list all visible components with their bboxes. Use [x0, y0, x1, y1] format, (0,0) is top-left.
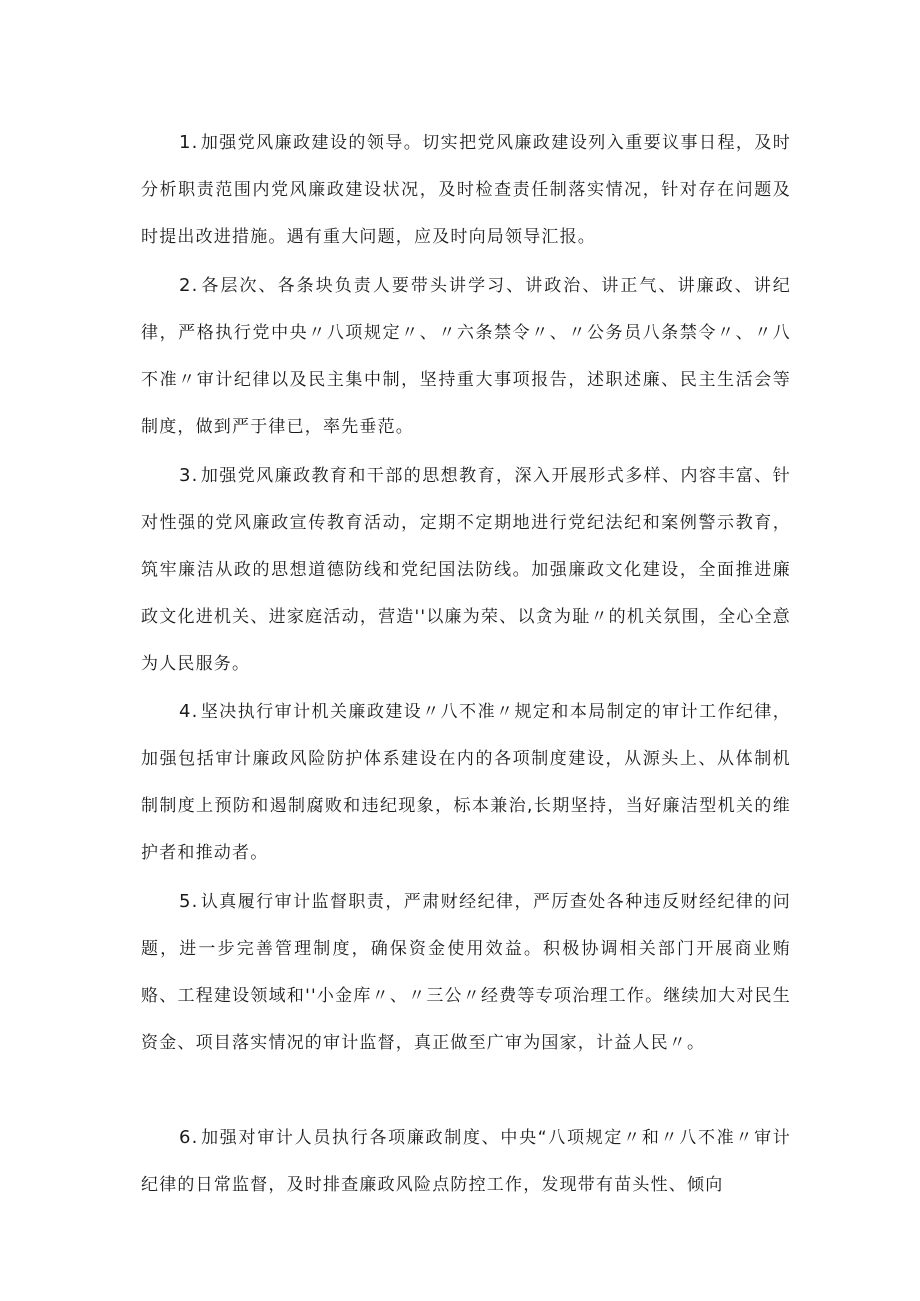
paragraph-text: 加强党风廉政教育和干部的思想教育，深入开展形式多样、内容丰富、针对性强的党风廉政宣传教育活动，定期不定期地进行党纪法纪和案例警示教育，筑牢廉洁从政的思想道德防线和党纪国法防线。加强廉政文化建设，全面推进廉政文化进机关、进家庭活动，营造''以廉为荣、以贪为耻〃的机关氛围，全心全意为人民服务。	[141, 466, 791, 674]
paragraph-text: 各层次、各条块负责人要带头讲学习、讲政治、讲正气、讲廉政、讲纪律，严格执行党中央〃八项规定〃、〃六条禁令〃、〃公务员八条禁令〃、〃八不准〃审计纪律以及民主集中制，坚持重大事项报告，述职述廉、民主生活会等制度，做到严于律已，率先垂范。	[141, 276, 791, 437]
paragraph-2	[141, 262, 791, 451]
paragraph-text: 加强党风廉政建设的领导。切实把党风廉政建设列入重要议事日程，及时分析职责范围内党风廉政建设状况，及时检查责任制落实情况，针对存在问题及时提出改进措施。遇有重大问题，应及时向局领导汇报。	[141, 133, 791, 247]
paragraph-number: 4.	[179, 701, 199, 722]
paragraph-number: 6.	[179, 1127, 199, 1148]
paragraph-number: 3.	[179, 465, 199, 486]
paragraph-4	[141, 688, 791, 877]
paragraph-number: 2.	[179, 275, 199, 296]
paragraph-5	[141, 878, 791, 1067]
paragraph-text: 坚决执行审计机关廉政建设〃八不准〃规定和本局制定的审计工作纪律，加强包括审计廉政风险防护体系建设在内的各项制度建设，从源头上、从体制机制制度上预防和遏制腐败和违纪现象，标本兼治,长期坚持，当好廉洁型机关的维护者和推动者。	[141, 702, 791, 863]
paragraph-text: 认真履行审计监督职责，严肃财经纪律，严厉查处各种违反财经纪律的问题，进一步完善管理制度，确保资金使用效益。积极协调相关部门开展商业贿赂、工程建设领域和''小金库〃、〃三公〃经费等专项治理工作。继续加大对民生资金、项目落实情况的审计监督，真正做至广审为国家，计益人民〃。	[141, 892, 791, 1053]
paragraph-1	[141, 119, 791, 261]
paragraph-text: 加强对审计人员执行各项廉政制度、中央“八项规定〃和〃八不准〃审计纪律的日常监督，及时排查廉政风险点防控工作，发现带有苗头性、倾向	[141, 1128, 791, 1195]
paragraph-6	[141, 1114, 791, 1209]
paragraph-number: 1.	[179, 132, 199, 153]
paragraph-number: 5.	[179, 891, 199, 912]
paragraph-3	[141, 452, 791, 688]
